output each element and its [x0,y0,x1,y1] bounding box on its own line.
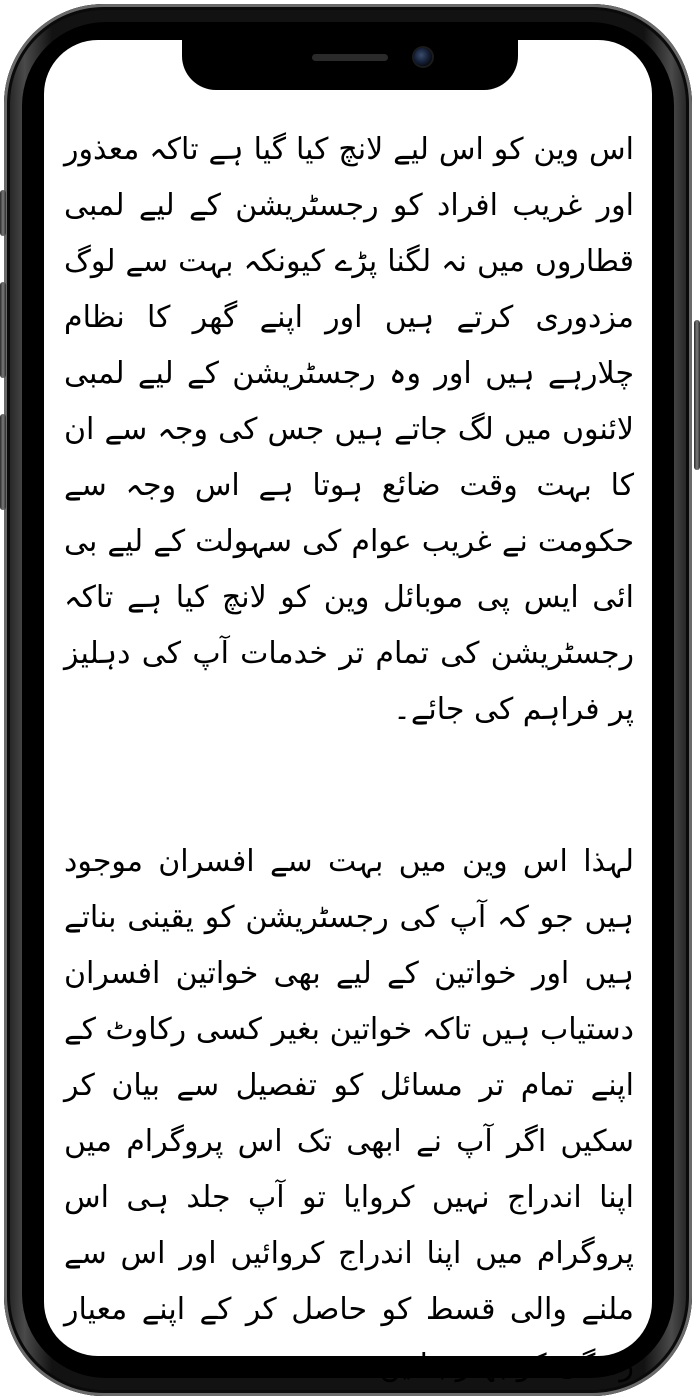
phone-screen[interactable] [44,40,652,1383]
article-paragraph-2: لہذا اس وین میں بہت سے افسران موجود ہیں جو کہ آپ کی رجسٹریشن کو یقینی بناتے ہیں اور خواتین کے لیے بھی خواتین افسران دستیاب ہیں تاکہ خواتین بغیر کسی رکاوٹ کے اپنے تمام تر مسائل کو تفصیل سے بیان کر سکیں اگر آپ نے ابھی تک اس پروگرام میں اپنا اندراج نہیں کروایا تو آپ جلد ہی اس پروگرام میں اپنا اندراج کروائیں اور اس سے ملنے والی قسط کو حاصل کر کے اپنے معیار زندگی کو بہتر بنائیں [64,844,634,1383]
notch [182,40,518,90]
article-paragraph-1: اس وین کو اس لیے لانچ کیا گیا ہے تاکہ معذور اور غریب افراد کو رجسٹریشن کے لیے لمبی قطاروں میں نہ لگنا پڑے کیونکہ بہت سے لوگ مزدوری کرتے ہیں اور اپنے گھر کا نظام چلارہے ہیں اور وہ رجسٹریشن کے لیے لمبی لائنوں میں لگ جاتے ہیں جس کی وجہ سے ان کا بہت وقت ضائع ہوتا ہے اس وجہ سے حکومت نے غریب عوام کی سہولت کے لیے بی ائی ایس پی موبائل وین کو لانچ کیا ہے تاکہ رجسٹریشن کی تمام تر خدمات آپ کی دہلیز پر فراہم کی جائے۔ [64,132,634,727]
silent-switch [0,190,6,236]
earpiece-speaker [312,54,388,61]
power-button [694,320,700,470]
volume-down-button [0,414,6,510]
volume-up-button [0,282,6,378]
article-body [64,122,634,1394]
front-camera-icon [414,48,432,66]
